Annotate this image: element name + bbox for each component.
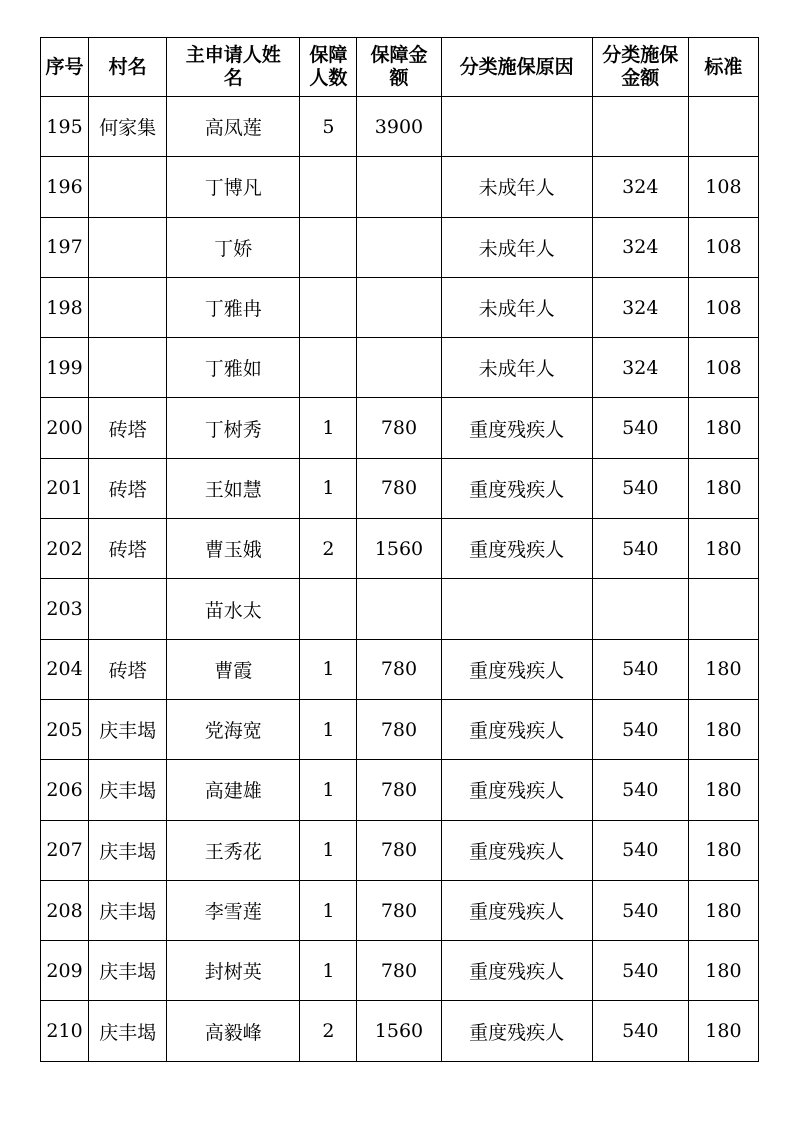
cell-class-amount: 540 [592, 639, 688, 699]
cell-standard: 108 [688, 157, 758, 217]
cell-index: 201 [41, 458, 89, 518]
cell-applicant: 苗水太 [167, 579, 300, 639]
cell-count [300, 579, 357, 639]
cell-applicant: 丁雅冉 [167, 277, 300, 337]
header-index: 序号 [41, 38, 89, 97]
cell-reason: 重度残疾人 [441, 941, 592, 1001]
cell-standard: 108 [688, 217, 758, 277]
cell-class-amount [592, 97, 688, 157]
table-row [41, 820, 759, 880]
table-row [41, 217, 759, 277]
cell-amount: 1560 [357, 1001, 441, 1061]
header-reason: 分类施保原因 [441, 38, 592, 97]
cell-count: 1 [300, 820, 357, 880]
cell-index: 205 [41, 699, 89, 759]
cell-applicant: 封树英 [167, 941, 300, 1001]
cell-reason: 重度残疾人 [441, 820, 592, 880]
table-body [41, 97, 759, 1062]
cell-count [300, 338, 357, 398]
cell-amount: 780 [357, 699, 441, 759]
cell-village [89, 217, 167, 277]
cell-class-amount: 540 [592, 699, 688, 759]
cell-amount [357, 277, 441, 337]
cell-class-amount: 540 [592, 820, 688, 880]
cell-village: 庆丰堨 [89, 699, 167, 759]
header-standard: 标准 [688, 38, 758, 97]
cell-count: 1 [300, 760, 357, 820]
cell-applicant: 曹玉娥 [167, 519, 300, 579]
header-applicant: 主申请人姓名 [167, 38, 300, 97]
cell-reason [441, 97, 592, 157]
cell-count: 1 [300, 880, 357, 940]
cell-index: 206 [41, 760, 89, 820]
cell-count: 1 [300, 458, 357, 518]
cell-amount [357, 157, 441, 217]
cell-village: 庆丰堨 [89, 1001, 167, 1061]
cell-index: 196 [41, 157, 89, 217]
table-row [41, 398, 759, 458]
cell-standard: 108 [688, 277, 758, 337]
cell-class-amount: 540 [592, 519, 688, 579]
cell-class-amount: 540 [592, 880, 688, 940]
cell-count: 1 [300, 639, 357, 699]
cell-standard: 180 [688, 519, 758, 579]
cell-applicant: 高建雄 [167, 760, 300, 820]
cell-applicant: 丁娇 [167, 217, 300, 277]
cell-count: 2 [300, 519, 357, 579]
table-row [41, 277, 759, 337]
cell-index: 204 [41, 639, 89, 699]
allowance-table [40, 37, 759, 1062]
cell-standard: 180 [688, 699, 758, 759]
cell-reason: 重度残疾人 [441, 880, 592, 940]
cell-index: 207 [41, 820, 89, 880]
cell-applicant: 曹霞 [167, 639, 300, 699]
cell-index: 210 [41, 1001, 89, 1061]
cell-village: 何家集 [89, 97, 167, 157]
cell-class-amount: 540 [592, 760, 688, 820]
table-row [41, 157, 759, 217]
table-row [41, 639, 759, 699]
cell-index: 209 [41, 941, 89, 1001]
table-row [41, 579, 759, 639]
cell-standard: 180 [688, 639, 758, 699]
cell-village: 砖塔 [89, 398, 167, 458]
cell-amount: 780 [357, 458, 441, 518]
cell-applicant: 丁雅如 [167, 338, 300, 398]
cell-reason: 重度残疾人 [441, 1001, 592, 1061]
cell-reason: 未成年人 [441, 157, 592, 217]
cell-standard: 180 [688, 1001, 758, 1061]
cell-count: 1 [300, 398, 357, 458]
cell-class-amount: 324 [592, 277, 688, 337]
cell-reason: 重度残疾人 [441, 398, 592, 458]
cell-village [89, 579, 167, 639]
cell-village [89, 157, 167, 217]
cell-applicant: 党海宽 [167, 699, 300, 759]
cell-standard: 180 [688, 820, 758, 880]
header-class-amount: 分类施保金额 [592, 38, 688, 97]
cell-count [300, 217, 357, 277]
cell-class-amount: 540 [592, 398, 688, 458]
cell-reason: 重度残疾人 [441, 458, 592, 518]
cell-class-amount: 324 [592, 157, 688, 217]
cell-standard [688, 97, 758, 157]
cell-village: 砖塔 [89, 519, 167, 579]
cell-village: 庆丰堨 [89, 941, 167, 1001]
cell-index: 197 [41, 217, 89, 277]
table-row [41, 519, 759, 579]
cell-applicant: 丁博凡 [167, 157, 300, 217]
table-row [41, 880, 759, 940]
cell-reason: 重度残疾人 [441, 699, 592, 759]
cell-reason: 未成年人 [441, 217, 592, 277]
cell-reason: 未成年人 [441, 338, 592, 398]
cell-index: 203 [41, 579, 89, 639]
cell-village: 庆丰堨 [89, 760, 167, 820]
table-row [41, 699, 759, 759]
cell-count: 1 [300, 699, 357, 759]
table-row [41, 458, 759, 518]
header-amount: 保障金额 [357, 38, 441, 97]
cell-class-amount: 324 [592, 217, 688, 277]
cell-amount: 780 [357, 639, 441, 699]
cell-class-amount: 540 [592, 458, 688, 518]
cell-count: 1 [300, 941, 357, 1001]
cell-applicant: 王秀花 [167, 820, 300, 880]
cell-standard: 180 [688, 398, 758, 458]
cell-village [89, 277, 167, 337]
cell-village: 砖塔 [89, 639, 167, 699]
table-row [41, 760, 759, 820]
cell-count: 5 [300, 97, 357, 157]
table-row [41, 1001, 759, 1061]
cell-index: 198 [41, 277, 89, 337]
cell-reason: 重度残疾人 [441, 760, 592, 820]
cell-standard: 180 [688, 760, 758, 820]
cell-standard [688, 579, 758, 639]
cell-reason: 重度残疾人 [441, 519, 592, 579]
cell-amount [357, 579, 441, 639]
cell-reason: 未成年人 [441, 277, 592, 337]
cell-class-amount: 540 [592, 941, 688, 1001]
cell-applicant: 丁树秀 [167, 398, 300, 458]
cell-applicant: 高凤莲 [167, 97, 300, 157]
cell-amount: 780 [357, 941, 441, 1001]
cell-class-amount [592, 579, 688, 639]
cell-count: 2 [300, 1001, 357, 1061]
cell-applicant: 王如慧 [167, 458, 300, 518]
table-row [41, 338, 759, 398]
cell-count [300, 157, 357, 217]
cell-standard: 108 [688, 338, 758, 398]
cell-class-amount: 540 [592, 1001, 688, 1061]
cell-village: 庆丰堨 [89, 880, 167, 940]
cell-index: 202 [41, 519, 89, 579]
cell-amount: 1560 [357, 519, 441, 579]
cell-class-amount: 324 [592, 338, 688, 398]
table-row [41, 97, 759, 157]
cell-amount: 780 [357, 820, 441, 880]
cell-applicant: 高毅峰 [167, 1001, 300, 1061]
cell-amount: 780 [357, 398, 441, 458]
header-row [41, 38, 759, 97]
cell-amount: 3900 [357, 97, 441, 157]
cell-village [89, 338, 167, 398]
cell-index: 195 [41, 97, 89, 157]
cell-amount [357, 338, 441, 398]
cell-count [300, 277, 357, 337]
cell-standard: 180 [688, 941, 758, 1001]
cell-index: 208 [41, 880, 89, 940]
cell-amount: 780 [357, 760, 441, 820]
cell-index: 200 [41, 398, 89, 458]
cell-amount [357, 217, 441, 277]
cell-applicant: 李雪莲 [167, 880, 300, 940]
cell-reason: 重度残疾人 [441, 639, 592, 699]
cell-standard: 180 [688, 458, 758, 518]
cell-village: 砖塔 [89, 458, 167, 518]
cell-index: 199 [41, 338, 89, 398]
header-village: 村名 [89, 38, 167, 97]
cell-amount: 780 [357, 880, 441, 940]
cell-village: 庆丰堨 [89, 820, 167, 880]
cell-standard: 180 [688, 880, 758, 940]
cell-reason [441, 579, 592, 639]
header-count: 保障人数 [300, 38, 357, 97]
table-row [41, 941, 759, 1001]
